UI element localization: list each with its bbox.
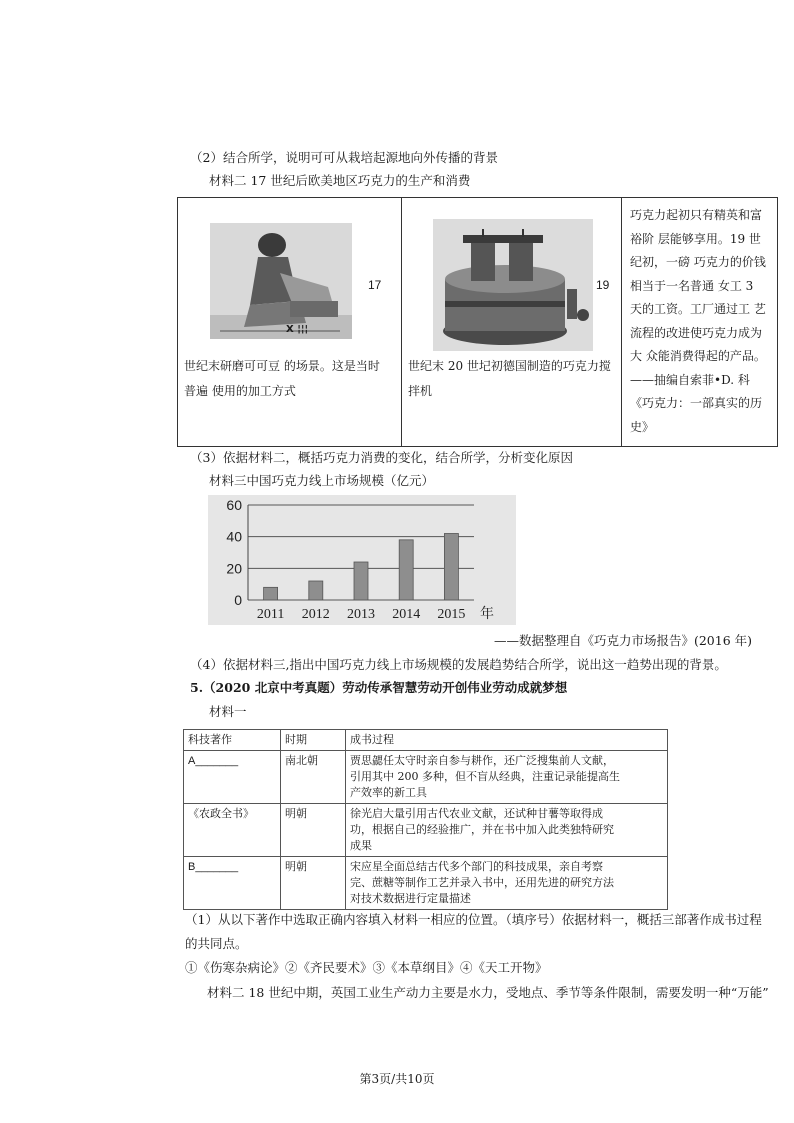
header-process: 成书过程: [346, 730, 668, 751]
y-tick-label: 40: [226, 528, 242, 545]
row3-work: B_______: [184, 857, 281, 910]
material2-middle-cell: [402, 198, 622, 446]
material2-table: [177, 197, 778, 447]
row1-process-line: 引用其中 200 多种，但不盲从经典，注重记录能提高生: [350, 770, 620, 783]
q2-prompt: （2）结合所学，说明可可从栽培起源地向外传播的背景: [190, 150, 498, 165]
image-mark: X ¦¦¦: [286, 324, 309, 335]
material1-label: 材料一: [209, 704, 247, 719]
q3-prompt: （3）依据材料二，概括巧克力消费的变化，结合所学，分析变化原因: [190, 450, 573, 465]
table-row: [184, 804, 668, 857]
left-caption-line1: 世纪末研磨可可豆 的场景。这是当时: [184, 359, 380, 373]
material3-title: 材料三中国巧克力线上市场规模（亿元）: [209, 473, 435, 488]
table-row: [184, 751, 668, 804]
bar-2012: [309, 581, 323, 600]
q5-title: 5.（2020 北京中考真题）劳动传承智慧劳动开创伟业劳动成就梦想: [190, 680, 568, 695]
material2-right-cell: [622, 198, 777, 446]
left-caption-line2: 普遍 使用的加工方式: [184, 384, 296, 398]
grinding-illustration: [210, 223, 352, 339]
q5-1-line1: （1）从以下著作中选取正确内容填入材料一相应的位置。（填序号）依据材料一，概括三部著作成书过程: [185, 912, 762, 927]
header-work: 科技著作: [184, 730, 281, 751]
bar-2011: [264, 587, 278, 600]
y-tick-label: 0: [234, 592, 242, 608]
mid-caption-line1: 世纪末 20 世圮初德国制造的巧克力搅: [408, 359, 611, 373]
tech-works-table: [183, 729, 668, 910]
x-tick-label: 2013: [347, 607, 375, 622]
chocolate-history-text: 巧克力起初只有精英和富裕阶 层能够享用。19 世纪初，一磅 巧克力的价钱相当于一名普通 女工 3 天的工资。工厂通过工 艺流程的改进使巧克力成为大 众能消费得起的产品。——抽编自索菲•D. 科《巧克力：一部真实的历史》: [630, 208, 766, 434]
x-tick-label: 2014: [392, 607, 421, 622]
left-year: 17: [368, 278, 382, 292]
mixer-machine-illustration: [433, 219, 593, 351]
row1-period: 南北朝: [281, 751, 346, 804]
x-tick-label: 2015: [437, 607, 466, 622]
options-line: ①《伤寒杂病论》②《齐民要术》③《本草纲目》④《天工开物》: [185, 960, 548, 975]
q4-prompt: （4）依据材料三,指出中国巧克力线上市场规模的发展趋势结合所学，说出这一趋势出现的背景。: [190, 657, 727, 672]
x-tick-label: 2011: [256, 607, 285, 622]
row3-period: 明朝: [281, 857, 346, 910]
material2-title: 材料二 17 世纪后欧美地区巧克力的生产和消费: [209, 173, 471, 188]
mid-year: 19: [596, 278, 610, 292]
row2-period: 明朝: [281, 804, 346, 857]
row2-process-line: 成果: [350, 839, 372, 852]
header-period: 时期: [281, 730, 346, 751]
x-unit-label: 年: [480, 606, 494, 622]
table-header-row: [184, 730, 668, 751]
bar-2014: [399, 540, 413, 600]
row1-process-line: 产效率的新工具: [350, 786, 427, 799]
material2-left-cell: [178, 198, 402, 446]
x-tick-label: 2012: [301, 607, 330, 622]
market-size-chart: [208, 495, 516, 625]
row1-process-line: 贾思勰任太守时亲自参与耕作，还广泛搜集前人文献，: [350, 754, 614, 767]
y-tick-label: 60: [226, 497, 242, 513]
table-row: [184, 857, 668, 910]
row2-process-line: 功，根据自己的经验推广，并在书中加入此类独特研究: [350, 823, 614, 836]
row3-process-line: 宋应星全面总结古代多个部门的科技成果，亲自考察: [350, 860, 603, 873]
row1-work: A_______: [184, 751, 281, 804]
row2-process-line: 徐光启大量引用古代农业文献，还试种甘薯等取得成: [350, 807, 603, 820]
bar-2015: [444, 534, 458, 601]
page-footer: 第3页/共10页: [359, 1072, 435, 1086]
q5-1-line2: 的共同点。: [185, 936, 248, 951]
material2b-text: 材料二 18 世纪中期，英国工业生产动力主要是水力，受地点、季节等条件限制，需要发明一种“万能”: [207, 985, 769, 1000]
row2-work: 《农政全书》: [184, 804, 281, 857]
bar-chart-svg: [208, 495, 516, 625]
y-tick-label: 20: [226, 560, 242, 577]
row3-process-line: 对技术数据进行定量描述: [350, 892, 471, 905]
source-note: ——数据整理自《巧克力市场报告》(2016 年): [493, 633, 752, 648]
mid-caption-line2: 拌机: [408, 384, 433, 398]
bar-2013: [354, 562, 368, 600]
row3-process-line: 完、蔗糖等制作工艺并录入书中，还用先进的研究方法: [350, 876, 614, 889]
